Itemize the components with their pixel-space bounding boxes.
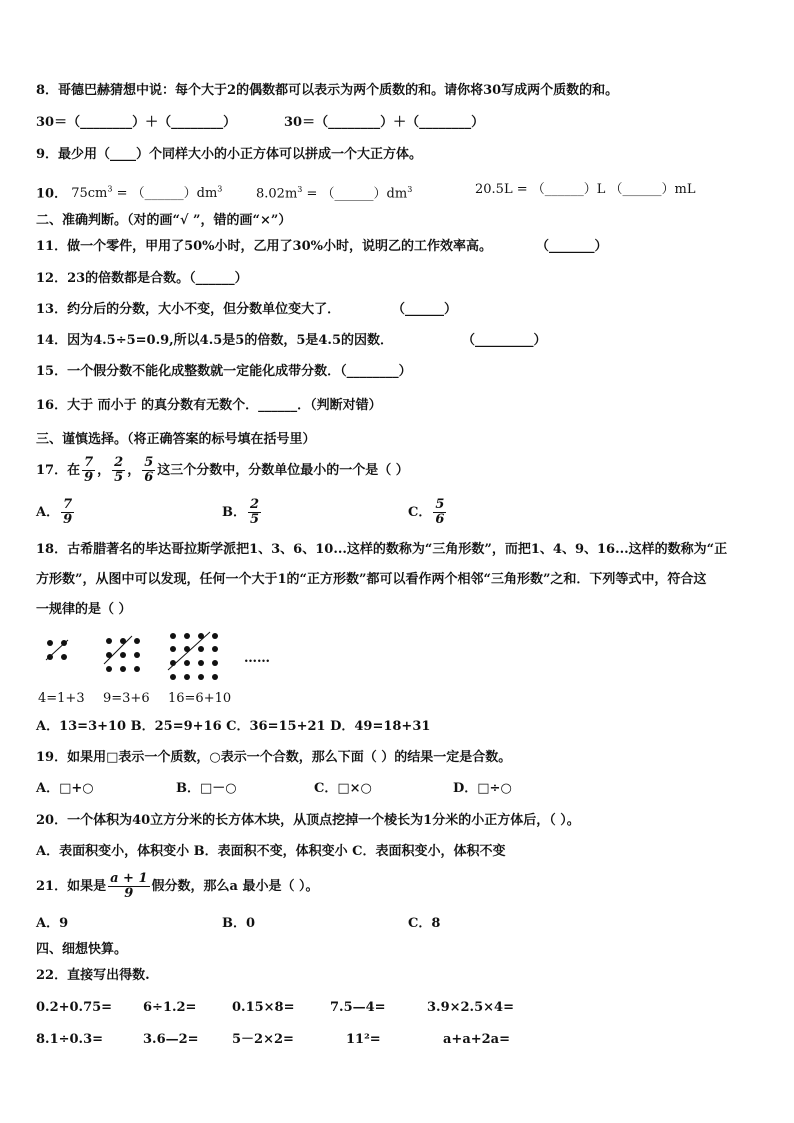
q22-item: 0.15×8=: [232, 1000, 295, 1015]
q22-item: 6÷1.2=: [143, 1000, 197, 1015]
q17-fraction-5-6: $\frac{5}{6}$: [144, 455, 154, 485]
question-22: 22．直接写出得数.: [36, 968, 150, 983]
q19-option-d: D．□÷○: [453, 781, 512, 796]
q19-option-a: A．□+○: [36, 781, 94, 796]
q22-item: 11²=: [346, 1032, 381, 1047]
q22-item: 7.5—4=: [330, 1000, 386, 1015]
q10-part-c: 20.5L = （______）L （______）mL: [475, 182, 696, 197]
section-2-heading: 二、准确判断。（对的画“√ ”，错的画“×”）: [36, 213, 292, 228]
square-number-figure-16: [166, 630, 224, 684]
q17-option-c: C． $\frac{5}{6}$: [408, 497, 445, 527]
square-number-figure-9: [102, 634, 146, 678]
question-9: 9．最少用（____）个同样大小的小正方体可以拼成一个大正方体。: [36, 147, 423, 162]
q21-option-a: A．9: [36, 916, 69, 931]
q10-part-a: $75cm^3$ = $(\_\_\_\_\_\_)dm^3$: [71, 185, 223, 202]
q18-options: A．13=3+10 B．25=9+16 C．36=15+21 D．49=18+31: [36, 719, 431, 734]
q21-fraction: $\frac{a + 1}{9}$: [110, 871, 148, 901]
q22-item: a+a+2a=: [443, 1032, 510, 1047]
section-3-heading: 三、谨慎选择。（将正确答案的标号填在括号里）: [36, 432, 316, 447]
question-17: 17．在 $\frac{7}{9}$ ， $\frac{2}{5}$ ， $\frac{5}{6}$ 这三个分数中，分数单位最小的一个是（ ）: [36, 455, 409, 485]
square-number-figure-4: [44, 636, 74, 666]
question-19: 19．如果用□表示一个质数，○表示一个合数，那么下面（ ）的结果一定是合数。: [36, 750, 512, 765]
q13-answer-blank: （______）: [392, 302, 458, 317]
question-18-line-1: 18．古希腊著名的毕达哥拉斯学派把1、3、6、10...这样的数称为“三角形数”，而把1、4、9、16...这样的数称为“正: [36, 542, 728, 557]
question-13: 13．约分后的分数，大小不变，但分数单位变大了．: [36, 302, 341, 317]
question-20: 20．一个体积为40立方分米的长方体木块，从顶点挖掉一个棱长为1分米的小正方体后，（ ）。: [36, 813, 580, 828]
q17-fraction-2-5: $\frac{2}{5}$: [114, 455, 124, 485]
question-21: 21．如果是 $\frac{a + 1}{9}$ 假分数，那么a 最小是（ ）。: [36, 871, 319, 901]
question-16: 16．大于 而小于 的真分数有无数个．______．（判断对错）: [36, 398, 382, 413]
q18-caption-16: 16=6+10: [168, 691, 232, 706]
q19-option-c: C．□×○: [314, 781, 372, 796]
question-10: [36, 181, 222, 203]
q18-ellipsis: ……: [244, 651, 270, 666]
q8-equation-1: 30＝（________）＋（________）: [36, 115, 237, 130]
q21-option-c: C．8: [408, 916, 441, 931]
q21-option-b: B．0: [222, 916, 256, 931]
q22-item: 0.2+0.75=: [36, 1000, 113, 1015]
q8-equation-2: 30＝（________）＋（________）: [284, 115, 485, 130]
q22-item: 5－2×2=: [232, 1032, 294, 1047]
q14-answer-blank: （_________）: [462, 333, 547, 348]
question-12: 12．23的倍数都是合数。（______）: [36, 271, 248, 286]
section-4-heading: 四、细想快算。: [36, 942, 128, 957]
q11-answer-blank: （_______）: [536, 239, 608, 254]
question-8: 8．哥德巴赫猜想中说：每个大于2的偶数都可以表示为两个质数的和。请你将30写成两个质数的和。: [36, 83, 619, 98]
question-14: 14．因为4.5÷5=0.9,所以4.5是5的倍数，5是4.5的因数．: [36, 333, 394, 348]
q22-item: 8.1÷0.3=: [36, 1032, 104, 1047]
question-18-line-3: 一规律的是（ ）: [36, 602, 132, 617]
q10-number: 10．: [36, 186, 68, 202]
q22-item: 3.6—2=: [143, 1032, 199, 1047]
question-11: 11．做一个零件，甲用了50%小时，乙用了30%小时，说明乙的工作效率高。: [36, 239, 492, 254]
q18-caption-4: 4=1+3: [38, 691, 85, 706]
question-18-line-2: 方形数”，从图中可以发现，任何一个大于1的“正方形数”都可以看作两个相邻“三角形数”之和．下列等式中，符合这: [36, 572, 707, 587]
question-15: 15．一个假分数不能化成整数就一定能化成带分数．（________）: [36, 364, 412, 379]
q17-option-a: A． $\frac{7}{9}$: [36, 497, 73, 527]
q20-options: A．表面积变小，体积变小 B．表面积不变，体积变小 C．表面积变小，体积不变: [36, 844, 506, 859]
q17-fraction-7-9: $\frac{7}{9}$: [84, 455, 94, 485]
q18-caption-9: 9=3+6: [103, 691, 150, 706]
q10-part-b: $8.02m^3$ = $(\_\_\_\_\_\_)dm^3$: [256, 185, 413, 202]
q19-option-b: B．□－○: [176, 781, 237, 796]
q22-item: 3.9×2.5×4=: [427, 1000, 514, 1015]
q17-option-b: B． $\frac{2}{5}$: [222, 497, 260, 527]
